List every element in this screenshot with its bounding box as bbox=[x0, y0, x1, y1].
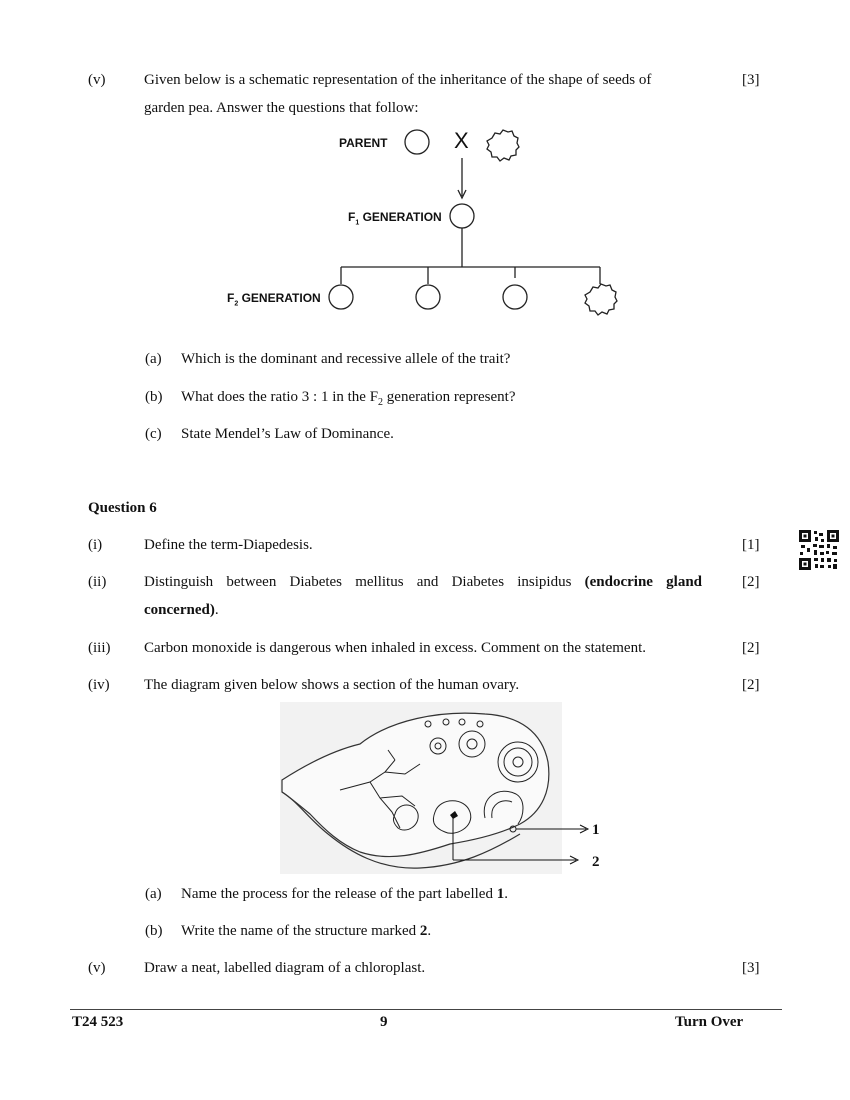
question-text-line-2: concerned). bbox=[144, 602, 219, 618]
subpart-text: Which is the dominant and recessive allele of the trait? bbox=[181, 351, 511, 367]
marks: [3] bbox=[742, 72, 760, 88]
round-seed-f1 bbox=[450, 204, 474, 228]
question-number: (iv) bbox=[88, 677, 110, 693]
question-number: (iii) bbox=[88, 640, 111, 656]
subpart-text: Write the name of the structure marked 2. bbox=[181, 923, 432, 939]
ovary-label-2: 2 bbox=[592, 854, 600, 870]
parent-label: PARENT bbox=[339, 136, 388, 150]
subpart-label: (b) bbox=[145, 389, 163, 405]
question-text: Draw a neat, labelled diagram of a chloroplast. bbox=[144, 960, 426, 976]
marks: [2] bbox=[742, 677, 760, 693]
question-number: (v) bbox=[88, 72, 106, 88]
question-text-line-1: Distinguish between Diabetes mellitus and Diabetes insipidus (endocrine gland bbox=[144, 574, 703, 590]
subpart-label: (a) bbox=[145, 351, 162, 367]
question-text: Define the term-Diapedesis. bbox=[144, 537, 313, 553]
round-seed-parent bbox=[405, 130, 429, 154]
question-heading: Question 6 bbox=[88, 500, 157, 516]
round-seed-f2-1 bbox=[329, 285, 353, 309]
marks: [1] bbox=[742, 537, 760, 553]
ovary-diagram bbox=[280, 702, 610, 876]
cross-symbol: X bbox=[454, 128, 469, 153]
question-number: (i) bbox=[88, 537, 103, 553]
subpart-label: (b) bbox=[145, 923, 163, 939]
page-number: 9 bbox=[380, 1014, 388, 1030]
marks: [3] bbox=[742, 960, 760, 976]
subpart-text: What does the ratio 3 : 1 in the $F_2$ generation represent? bbox=[181, 389, 516, 408]
question-text-line-1: Given below is a schematic representation of the inheritance of the shape of seeds of bbox=[144, 72, 652, 88]
turn-over: Turn Over bbox=[675, 1014, 744, 1030]
paper-code: T24 523 bbox=[72, 1014, 124, 1030]
inheritance-diagram bbox=[0, 0, 850, 330]
marks: [2] bbox=[742, 574, 760, 590]
qr-code-icon bbox=[799, 530, 839, 570]
wrinkled-seed-parent bbox=[487, 130, 519, 161]
f1-generation-label: $F_1$ GENERATION bbox=[348, 210, 442, 227]
round-seed-f2-2 bbox=[416, 285, 440, 309]
marks: [2] bbox=[742, 640, 760, 656]
question-number: (v) bbox=[88, 960, 106, 976]
subpart-label: (a) bbox=[145, 886, 162, 902]
subpart-text: Name the process for the release of the part labelled 1. bbox=[181, 886, 508, 902]
question-number: (ii) bbox=[88, 574, 107, 590]
question-text: The diagram given below shows a section of the human ovary. bbox=[144, 677, 520, 693]
question-text-line-2: garden pea. Answer the questions that follow: bbox=[144, 100, 419, 116]
f2-generation-label: $F_2$ GENERATION bbox=[227, 291, 321, 308]
wrinkled-seed-f2 bbox=[585, 284, 617, 315]
question-text: Carbon monoxide is dangerous when inhaled in excess. Comment on the statement. bbox=[144, 640, 646, 656]
footer-rule bbox=[70, 1009, 782, 1010]
ovary-label-1: 1 bbox=[592, 822, 600, 838]
subpart-text: State Mendel’s Law of Dominance. bbox=[181, 426, 394, 442]
subpart-label: (c) bbox=[145, 426, 162, 442]
round-seed-f2-3 bbox=[503, 285, 527, 309]
